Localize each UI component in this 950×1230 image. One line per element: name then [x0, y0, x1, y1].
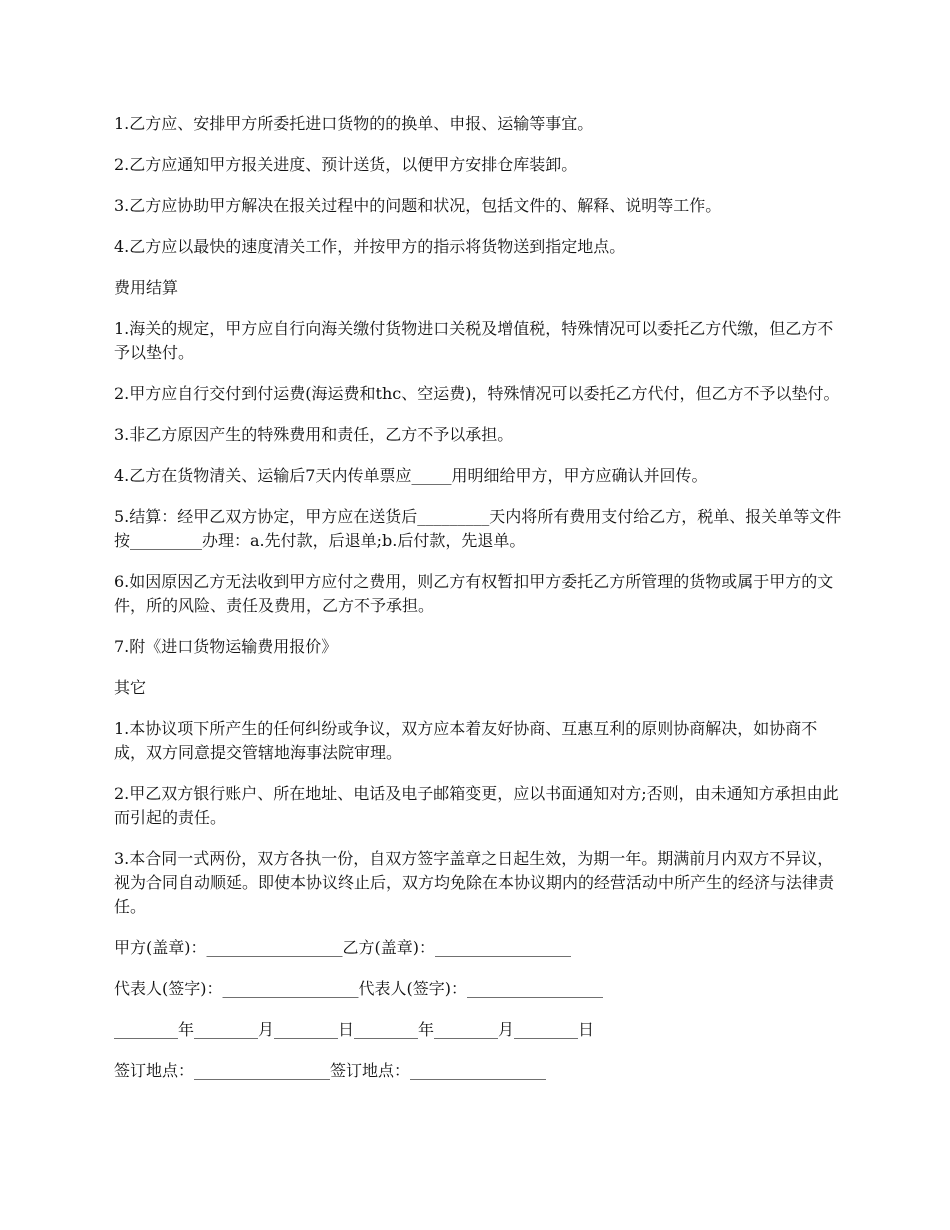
section-heading-fee-settlement: 费用结算: [114, 278, 179, 297]
other-clause-2-changes: 2.甲乙双方银行账户、所在地址、电话及电子邮箱变更，应以书面通知对方;否则，由未通知方承担由此而引起的责任。: [114, 784, 839, 827]
contract-document: [114, 112, 844, 1100]
clause-2-notify-progress: 2.乙方应通知甲方报关进度、预计送货，以便甲方安排仓库装卸。: [114, 155, 578, 174]
other-clause-3-copies-term: 3.本合同一式两份，双方各执一份，自双方签字盖章之日起生效，为期一年。期满前月内双方不异议，视为合同自动顺延。即使本协议终止后，双方均免除在本协议期内的经营活动中所产生的经济与法律责任。: [114, 849, 835, 916]
clause-3-assist-issues: 3.乙方应协助甲方解决在报关过程中的问题和状况，包括文件的、解释、说明等工作。: [114, 196, 722, 215]
fee-clause-6-lien: 6.如因原因乙方无法收到甲方应付之费用，则乙方有权暂扣甲方委托乙方所管理的货物或属于甲方的文件，所的风险、责任及费用，乙方不予承担。: [114, 572, 834, 615]
fee-clause-3-special-fees: 3.非乙方原因产生的特殊费用和责任，乙方不予以承担。: [114, 425, 514, 444]
section-heading-other: 其它: [114, 678, 147, 697]
fee-clause-2-freight: 2.甲方应自行交付到付运费(海运费和thc、空运费)，特殊情况可以委托乙方代付，但乙方不予以垫付。: [114, 384, 840, 403]
signature-line-representative: 代表人(签字)：_________________代表人(签字)：_________________: [114, 979, 603, 998]
fee-clause-4-statement: 4.乙方在货物清关、运输后7天内传单票应_____用明细给甲方，甲方应确认并回传。: [114, 466, 708, 485]
signature-line-seal: 甲方(盖章)：_________________乙方(盖章)：_________________: [114, 938, 571, 957]
clause-4-clearance-delivery: 4.乙方应以最快的速度清关工作，并按甲方的指示将货物送到指定地点。: [114, 237, 626, 256]
other-clause-1-disputes: 1.本协议项下所产生的任何纠纷或争议，双方应本着友好协商、互惠互利的原则协商解决，如协商不成，双方同意提交管辖地海事法院审理。: [114, 719, 818, 762]
clause-1-exchange-declare: 1.乙方应、安排甲方所委托进口货物的的换单、申报、运输等事宜。: [114, 114, 594, 133]
signature-line-date: ________年________月________日________年________月________日: [114, 1020, 595, 1039]
fee-clause-1-customs-tax: 1.海关的规定，甲方应自行向海关缴付货物进口关税及增值税，特殊情况可以委托乙方代缴，但乙方不予以垫付。: [114, 319, 834, 362]
fee-clause-5-settlement: 5.结算：经甲乙双方协定，甲方应在送货后_________天内将所有费用支付给乙方，税单、报关单等文件按_________办理：a.先付款，后退单;b.后付款，先退单。: [114, 507, 842, 550]
fee-clause-7-attachment: 7.附《进口货物运输费用报价》: [114, 637, 338, 656]
signature-line-location: 签订地点：_________________签订地点：_________________: [114, 1061, 547, 1080]
